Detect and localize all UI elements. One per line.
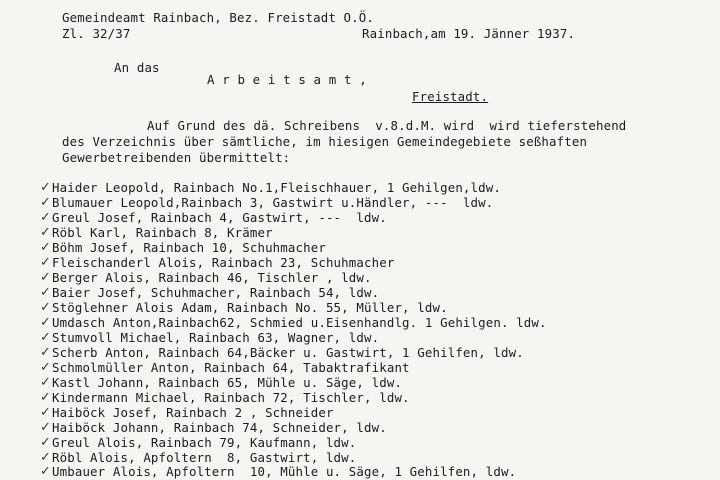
list-item: Stumvoll Michael, Rainbach 63, Wagner, ldw. <box>52 330 380 345</box>
check-mark-icon: ✓ <box>40 195 51 210</box>
check-mark-icon: ✓ <box>40 285 51 300</box>
check-mark-icon: ✓ <box>40 315 51 330</box>
list-item: Kindermann Michael, Rainbach 72, Tischler, ldw. <box>52 390 410 405</box>
list-item: Greul Josef, Rainbach 4, Gastwirt, --- ldw. <box>52 210 387 225</box>
list-item: Stöglehner Alois Adam, Rainbach No. 55, Müller, ldw. <box>52 300 448 315</box>
check-mark-icon: ✓ <box>40 360 51 375</box>
check-mark-icon: ✓ <box>40 240 51 255</box>
check-mark-icon: ✓ <box>40 330 51 345</box>
intro-line-1: Auf Grund des dä. Schreibens v.8.d.M. wird wird tieferstehend <box>147 118 627 133</box>
check-mark-icon: ✓ <box>40 270 51 285</box>
list-item: Haider Leopold, Rainbach No.1,Fleischhauer, 1 Gehilgen,ldw. <box>52 180 501 195</box>
intro-line-2: des Verzeichnis über sämtliche, im hiesigen Gemeindegebiete seßhaften <box>62 134 588 149</box>
list-item: Berger Alois, Rainbach 46, Tischler , ldw. <box>52 270 372 285</box>
check-mark-icon: ✓ <box>40 210 51 225</box>
address-to: An das <box>114 60 160 75</box>
check-mark-icon: ✓ <box>40 420 51 435</box>
place-date: Rainbach,am 19. Jänner 1937. <box>362 26 576 41</box>
check-mark-icon: ✓ <box>40 345 51 360</box>
check-mark-icon: ✓ <box>40 435 51 450</box>
check-mark-icon: ✓ <box>40 390 51 405</box>
list-item: Röbl Alois, Apfoltern 8, Gastwirt, ldw. <box>52 450 357 465</box>
check-mark-icon: ✓ <box>40 405 51 420</box>
list-item: Haiböck Johann, Rainbach 74, Schneider, ldw. <box>52 420 387 435</box>
check-mark-icon: ✓ <box>40 225 51 240</box>
list-item: Blumauer Leopold,Rainbach 3, Gastwirt u.Händler, --- ldw. <box>52 195 494 210</box>
list-item: Scherb Anton, Rainbach 64,Bäcker u. Gastwirt, 1 Gehilfen, ldw. <box>52 345 524 360</box>
list-item: Umbauer Alois, Apfoltern 10, Mühle u. Säge, 1 Gehilfen, ldw. <box>52 464 517 479</box>
office-header: Gemeindeamt Rainbach, Bez. Freistadt O.Ö. <box>62 10 375 25</box>
list-item: Greul Alois, Rainbach 79, Kaufmann, ldw. <box>52 435 357 450</box>
check-mark-icon: ✓ <box>40 450 51 465</box>
list-item: Baier Josef, Schuhmacher, Rainbach 54, ldw. <box>52 285 380 300</box>
list-item: Fleischanderl Alois, Rainbach 23, Schuhmacher <box>52 255 395 270</box>
check-mark-icon: ✓ <box>40 255 51 270</box>
list-item: Schmolmüller Anton, Rainbach 64, Tabaktrafikant <box>52 360 410 375</box>
intro-line-3: Gewerbetreibenden übermittelt: <box>62 150 291 165</box>
check-mark-icon: ✓ <box>40 180 51 195</box>
list-item: Haiböck Josef, Rainbach 2 , Schneider <box>52 405 334 420</box>
list-item: Kastl Johann, Rainbach 65, Mühle u. Säge, ldw. <box>52 375 403 390</box>
check-mark-icon: ✓ <box>40 375 51 390</box>
list-item: Böhm Josef, Rainbach 10, Schuhmacher <box>52 240 326 255</box>
reference-number: Zl. 32/37 <box>62 26 131 41</box>
list-item: Umdasch Anton,Rainbach62, Schmied u.Eisenhandlg. 1 Gehilgen. ldw. <box>52 315 547 330</box>
address-recipient: A r b e i t s a m t , <box>207 72 367 87</box>
list-item: Röbl Karl, Rainbach 8, Krämer <box>52 225 273 240</box>
check-mark-icon: ✓ <box>40 464 51 479</box>
address-city: Freistadt. <box>412 89 489 104</box>
check-mark-icon: ✓ <box>40 300 51 315</box>
